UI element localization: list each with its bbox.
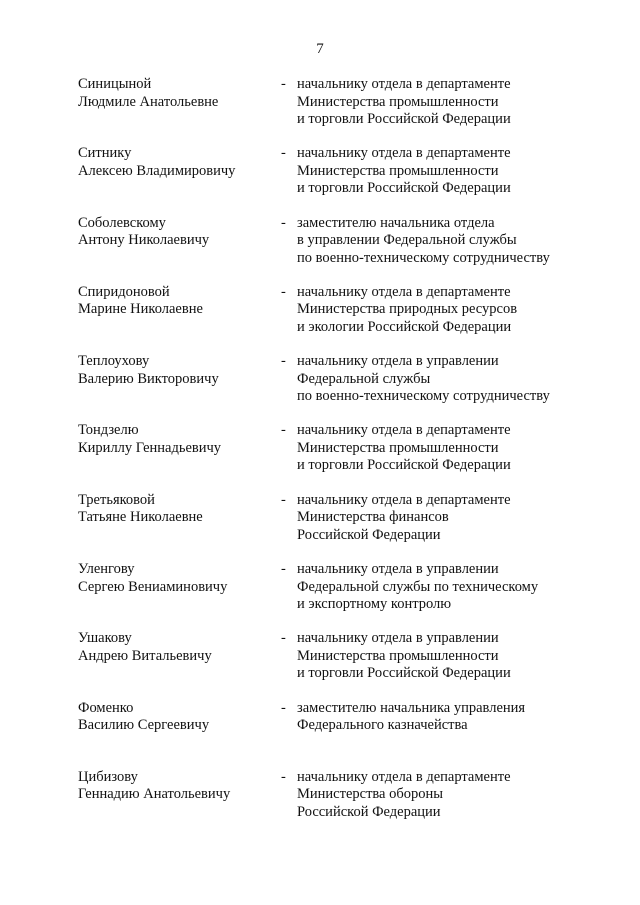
person-name-line: Фоменко [78,699,134,716]
list-item [0,630,640,699]
position-title-line: Министерства природных ресурсов [297,301,518,318]
list-item [0,353,640,422]
person-name-line: Кириллу Геннадьевичу [78,439,222,456]
person-name-line: Третьяковой [78,491,155,508]
person-name-line: Сергею Вениаминовичу [78,578,228,595]
list-item [0,422,640,491]
appointment-list [0,76,640,838]
separator-dash: - [281,699,286,716]
position-title-line: Министерства финансов [297,509,449,526]
position-title-line: Федеральной службы по техническому [297,578,539,595]
person-name-line: Спиридоновой [78,283,170,300]
position-title [297,353,597,406]
position-title-line: по военно-техническому сотрудничеству [297,388,550,405]
list-item [0,769,640,838]
person-name [78,215,278,250]
person-name-line: Алексею Владимировичу [78,162,236,179]
position-title-line: и экологии Российской Федерации [297,318,512,335]
person-name-line: Теплоухову [78,353,150,370]
person-name [78,353,278,388]
separator-dash: - [281,283,286,300]
position-title [297,284,597,337]
position-title-line: Российской Федерации [297,803,441,820]
separator-dash: - [281,353,286,370]
position-title [297,76,597,129]
person-name-line: Тондзелю [78,422,139,439]
person-name [78,700,278,735]
position-title [297,215,597,268]
person-name-line: Ситнику [78,145,132,162]
person-name-line: Ушакову [78,630,132,647]
list-item [0,561,640,630]
person-name [78,492,278,527]
position-title-line: Министерства промышленности [297,647,499,664]
page-number: 7 [316,41,324,57]
person-name-line: Геннадию Анатольевичу [78,786,231,803]
separator-dash: - [281,214,286,231]
position-title [297,630,597,683]
position-title-line: и торговли Российской Федерации [297,665,511,682]
separator-dash: - [281,561,286,578]
person-name [78,561,278,596]
list-item [0,76,640,145]
separator-dash: - [281,145,286,162]
position-title [297,700,597,735]
list-item [0,145,640,214]
position-title-line: Федерального казначейства [297,717,468,734]
person-name-line: Андрею Витальевичу [78,647,212,664]
person-name-line: Татьяне Николаевне [78,509,203,526]
person-name-line: Василию Сергеевичу [78,717,210,734]
position-title-line: Министерства обороны [297,786,443,803]
position-title-line: начальнику отдела в управлении [297,561,499,578]
position-title [297,145,597,198]
position-title-line: начальнику отдела в департаменте [297,491,511,508]
position-title-line: начальнику отдела в управлении [297,353,499,370]
separator-dash: - [281,76,286,92]
position-title [297,769,597,822]
person-name-line: Синицыной [78,76,152,92]
person-name-line: Людмиле Анатольевне [78,93,219,110]
person-name-line: Соболевскому [78,214,166,231]
position-title-line: и экспортному контролю [297,596,452,613]
position-title-line: начальнику отдела в департаменте [297,76,511,92]
separator-dash: - [281,491,286,508]
position-title [297,492,597,545]
list-item [0,215,640,284]
separator-dash: - [281,422,286,439]
position-title-line: Федеральной службы [297,370,431,387]
separator-dash: - [281,768,286,785]
position-title-line: начальнику отдела в управлении [297,630,499,647]
position-title-line: начальнику отдела в департаменте [297,768,511,785]
separator-dash: - [281,630,286,647]
position-title [297,422,597,475]
position-title-line: и торговли Российской Федерации [297,457,511,474]
person-name [78,284,278,319]
position-title-line: заместителю начальника отдела [297,214,495,231]
person-name-line: Уленгову [78,561,135,578]
position-title-line: начальнику отдела в департаменте [297,283,511,300]
position-title [297,561,597,614]
position-title-line: начальнику отдела в департаменте [297,422,511,439]
position-title-line: по военно-техническому сотрудничеству [297,249,550,266]
person-name [78,145,278,180]
position-title-line: в управлении Федеральной службы [297,232,517,249]
person-name [78,769,278,804]
person-name [78,630,278,665]
position-title-line: Министерства промышленности [297,162,499,179]
person-name-line: Цибизову [78,768,138,785]
list-item [0,284,640,353]
person-name-line: Марине Николаевне [78,301,203,318]
position-title-line: и торговли Российской Федерации [297,111,511,127]
person-name [78,422,278,457]
position-title-line: и торговли Российской Федерации [297,180,511,197]
position-title-line: начальнику отдела в департаменте [297,145,511,162]
person-name-line: Валерию Викторовичу [78,370,219,387]
position-title-line: Российской Федерации [297,526,441,543]
list-item [0,700,640,769]
position-title-line: Министерства промышленности [297,439,499,456]
person-name [78,76,278,111]
person-name-line: Антону Николаевичу [78,232,210,249]
list-item [0,492,640,561]
position-title-line: Министерства промышленности [297,93,499,110]
position-title-line: заместителю начальника управления [297,699,526,716]
